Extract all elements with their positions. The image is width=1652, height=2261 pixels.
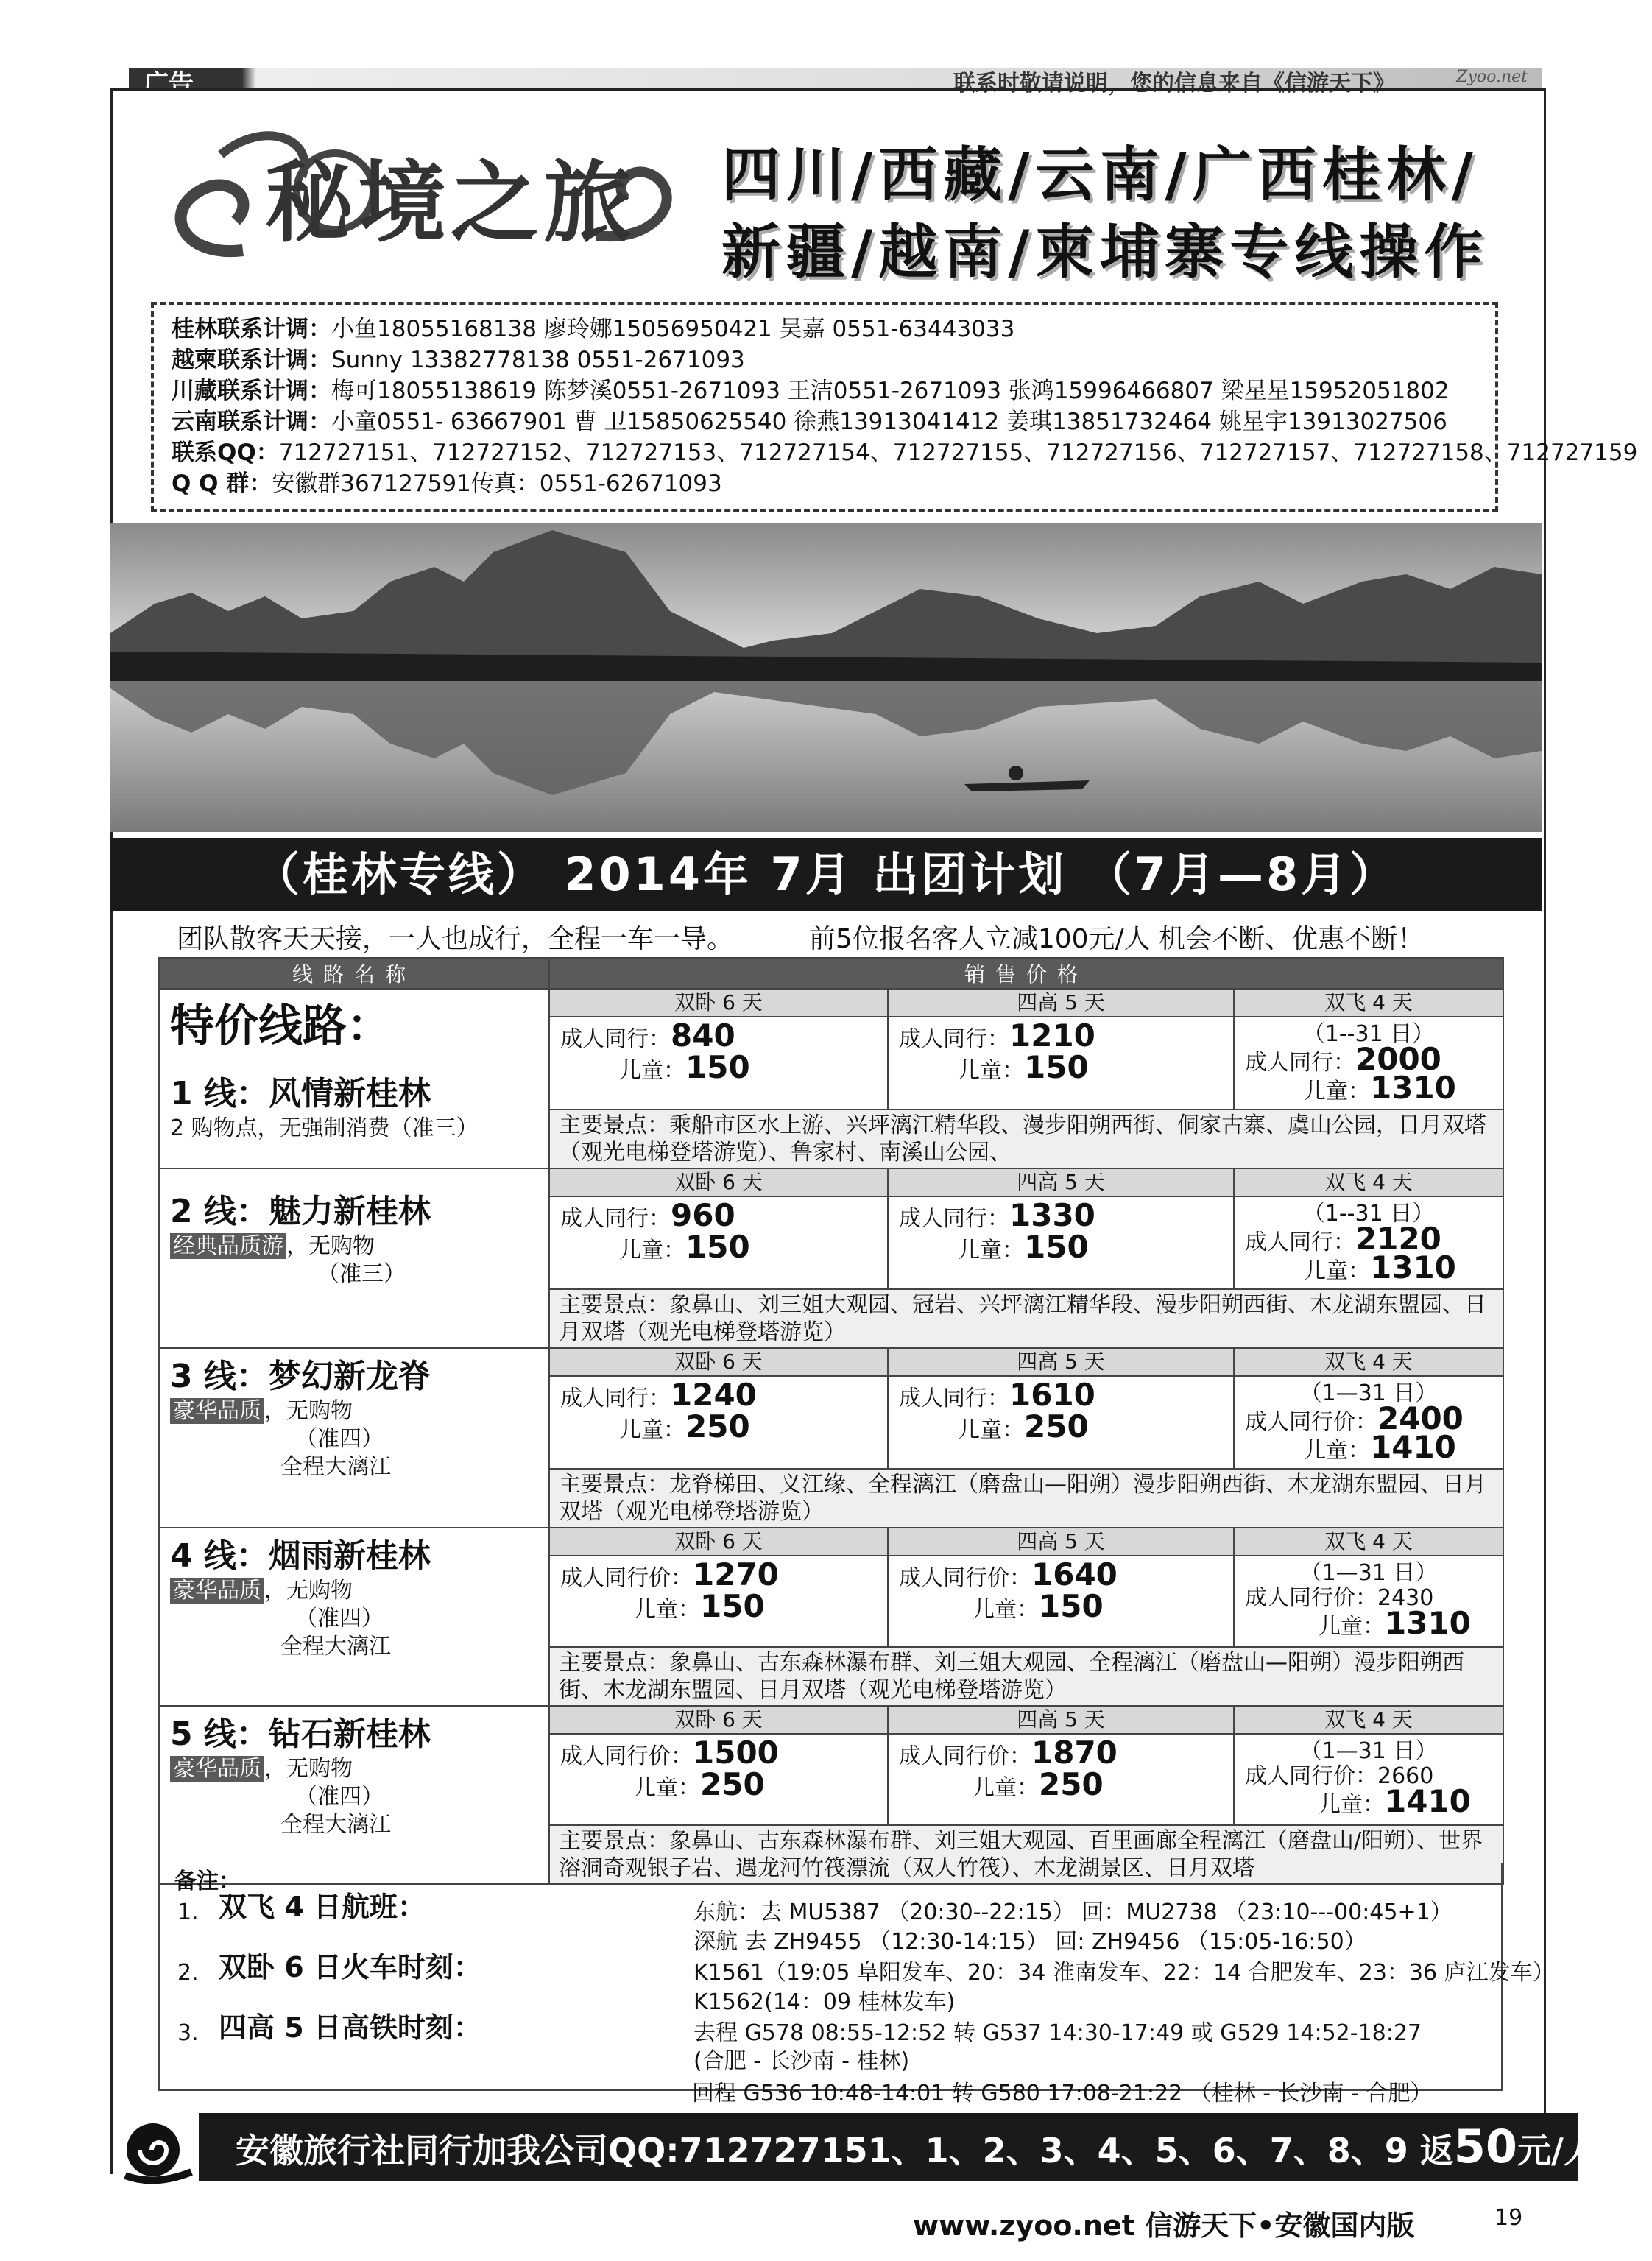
- child-label: 儿童：: [1319, 1614, 1385, 1640]
- adult-price: 1870: [1031, 1735, 1118, 1771]
- route-2-name-cell: [159, 1168, 549, 1348]
- route-grade: （准四）: [295, 1426, 384, 1452]
- price-head: 双飞 4 天: [1234, 1348, 1503, 1376]
- adult-price: 960: [671, 1197, 735, 1233]
- route-5-name-cell: [159, 1706, 549, 1884]
- headline-line2: 新疆/越南/柬埔寨专线操作: [721, 218, 1489, 286]
- price-head: 四高 5 天: [888, 1706, 1234, 1734]
- child-label: 儿童：: [958, 1238, 1024, 1263]
- price-head: 双卧 6 天: [549, 989, 888, 1017]
- adult-price: 1240: [671, 1377, 757, 1413]
- adult-price: 1270: [693, 1556, 779, 1592]
- price-cell: [888, 1556, 1234, 1647]
- child-price: 150: [1039, 1588, 1104, 1624]
- note-line: K1562(14：09 桂林发车): [693, 1989, 956, 2015]
- price-cell: [549, 1556, 888, 1647]
- contact-label: Q Q 群：: [172, 470, 272, 497]
- child-label: 儿童：: [973, 1775, 1039, 1801]
- landscape-photo: [110, 523, 1542, 832]
- adult-label: 成人同行：: [899, 1206, 1009, 1232]
- footer-site: www.zyoo.net 信游天下•安徽国内版: [913, 2209, 1415, 2242]
- note-label: 四高 5 日高铁时刻：: [219, 2011, 481, 2044]
- route-name: 4 线：烟雨新桂林: [170, 1537, 431, 1575]
- price-cell: [1234, 1734, 1503, 1825]
- promo-line: [177, 918, 1424, 956]
- price-head: 双飞 4 天: [1234, 1528, 1503, 1556]
- note-number: 1.: [177, 1900, 199, 1925]
- logo-text: 秘境之旅: [265, 151, 636, 255]
- price-cell: [888, 1734, 1234, 1825]
- price-cell: [888, 1376, 1234, 1469]
- adult-label: 成人同行价：: [899, 1565, 1031, 1591]
- route-desc: 2 购物点，无强制消费（准三）: [170, 1115, 479, 1141]
- headline: [721, 136, 1524, 291]
- route-highlight: 经典品质游: [170, 1233, 286, 1259]
- price-head: 四高 5 天: [888, 989, 1234, 1017]
- contact-label: 联系QQ：: [172, 440, 279, 466]
- adult-price: 840: [671, 1017, 735, 1054]
- route-name: 1 线：风情新桂林: [170, 1075, 431, 1112]
- price-head: 双飞 4 天: [1234, 989, 1503, 1017]
- child-label: 儿童：: [634, 1597, 700, 1623]
- special-label: 特价线路：: [170, 1001, 391, 1052]
- ad-tag: 广告: [144, 69, 194, 99]
- contact-label: 越柬联系计调：: [172, 347, 331, 373]
- date-range: （1—31 日）: [1299, 1380, 1438, 1406]
- adult-label: 成人同行：: [560, 1206, 671, 1232]
- contact-row: [172, 314, 1478, 345]
- adult-price: 2400: [1377, 1400, 1464, 1436]
- adult-label: 成人同行：: [1245, 1050, 1355, 1076]
- price-head: 双飞 4 天: [1234, 1706, 1503, 1734]
- top-strip: [129, 68, 1542, 99]
- child-label: 儿童：: [958, 1058, 1024, 1084]
- note-line: 东航：去 MU5387 （20:30--22:15） 回：MU2738 （23:10---00:45+1）: [693, 1900, 1452, 1925]
- route-extra: 全程大漓江: [280, 1634, 391, 1659]
- qq-rebate-bar: [199, 2113, 1598, 2181]
- route-name: 5 线：钻石新桂林: [170, 1715, 431, 1753]
- contact-value: 小鱼18055168138 廖玲娜15056950421 吴嘉 0551-63443033: [331, 316, 1015, 342]
- date-range: （1--31 日）: [1302, 1201, 1435, 1227]
- contact-value: Sunny 13382778138 0551-2671093: [331, 347, 745, 373]
- route-spots: 主要景点：象鼻山、刘三姐大观园、冠岩、兴坪漓江精华段、漫步阳朔西街、木龙湖东盟园、日月双塔（观光电梯登塔游览）: [549, 1289, 1503, 1348]
- notes-box: [158, 1863, 1555, 2091]
- route-desc: ，无购物: [286, 1233, 375, 1259]
- contact-box: [151, 302, 1638, 512]
- adult-price: 1640: [1031, 1556, 1118, 1592]
- child-price: 1310: [1370, 1070, 1456, 1106]
- child-price: 250: [1024, 1408, 1089, 1445]
- price-cell: [549, 1734, 888, 1825]
- rebate-text: 安徽旅行社同行加我公司QQ:712727151、1、2、3、4、5、6、7、8、9 返: [236, 2131, 1454, 2170]
- child-price: 150: [1024, 1049, 1089, 1085]
- child-price: 150: [1024, 1229, 1089, 1265]
- route-grade: （准三）: [317, 1261, 406, 1287]
- price-head: 双飞 4 天: [1234, 1168, 1503, 1196]
- contact-value: 小童0551- 63667901 曹 卫15850625540 徐燕13913041412 姜琪13851732464 姚星宇13913027506: [331, 409, 1447, 435]
- adult-price: 1500: [693, 1735, 779, 1771]
- rebate-suffix: 元/人: [1517, 2131, 1598, 2170]
- promo-left: 团队散客天天接，一人也成行，全程一车一导。: [177, 924, 734, 954]
- adult-price: 2430: [1377, 1585, 1434, 1611]
- logo: [155, 110, 699, 280]
- route-extra: 全程大漓江: [280, 1454, 391, 1480]
- route-spots: 主要景点：象鼻山、古东森林瀑布群、刘三姐大观园、全程漓江（磨盘山—阳朔）漫步阳朔西街、木龙湖东盟园、日月双塔（观光电梯登塔游览）: [549, 1647, 1503, 1706]
- child-label: 儿童：: [1304, 1258, 1370, 1284]
- contact-row: [172, 375, 1478, 406]
- child-price: 150: [685, 1049, 750, 1085]
- price-head: 四高 5 天: [888, 1528, 1234, 1556]
- route-spots: 主要景点：象鼻山、古东森林瀑布群、刘三姐大观园、百里画廊全程漓江（磨盘山/阳朔）、世界溶洞奇观银子岩、遇龙河竹筏漂流（双人竹筏）、木龙湖景区、日月双塔: [549, 1825, 1503, 1884]
- note-line: 去程 G578 08:55-12:52 转 G537 14:30-17:49 或 G529 14:52-18:27: [693, 2020, 1422, 2046]
- headline-line1: 四川/西藏/云南/广西桂林/: [721, 141, 1479, 209]
- contact-row: [172, 345, 1478, 375]
- price-head: 四高 5 天: [888, 1348, 1234, 1376]
- child-label: 儿童：: [1319, 1792, 1385, 1818]
- note-number: 3.: [177, 2020, 199, 2046]
- route-grade: （准四）: [295, 1784, 384, 1810]
- date-range: （1—31 日）: [1299, 1560, 1438, 1586]
- note-line: (合肥 - 长沙南 - 桂林): [693, 2048, 910, 2074]
- adult-price: 1210: [1009, 1017, 1095, 1054]
- col-price-header: 销售价格: [549, 958, 1503, 989]
- source-notice: 联系时敬请说明，您的信息来自《信游天下》: [953, 71, 1395, 96]
- contact-row: [172, 406, 1478, 437]
- route-extra: 全程大漓江: [280, 1812, 391, 1838]
- child-price: 1410: [1385, 1783, 1471, 1819]
- route-desc: ，无购物: [264, 1756, 353, 1782]
- route-desc: ，无购物: [264, 1578, 353, 1604]
- adult-price: 2120: [1355, 1221, 1441, 1257]
- snail-logo-icon: [110, 2106, 199, 2188]
- note-line: 回程 G536 10:48-14:01 转 G580 17:08-21:22 （桂林 - 长沙南 - 合肥）: [692, 2081, 1433, 2106]
- contact-label: 云南联系计调：: [172, 409, 331, 435]
- route-name: 2 线：魅力新桂林: [170, 1193, 431, 1230]
- adult-price: 2660: [1377, 1763, 1434, 1789]
- rebate-amount: 50: [1453, 2120, 1518, 2173]
- price-cell: [888, 1196, 1234, 1289]
- date-range: （1—31 日）: [1299, 1738, 1438, 1764]
- child-label: 儿童：: [958, 1417, 1024, 1443]
- title-bar: （桂林专线） 2014年 7月 出团计划 （7月—8月）: [110, 838, 1542, 911]
- price-cell: [549, 1017, 888, 1110]
- adult-label: 成人同行：: [899, 1026, 1009, 1052]
- price-cell: [549, 1376, 888, 1469]
- note-line: K1561（19:05 阜阳发车、20：34 淮南发车、22：14 合肥发车、23：36 庐江发车）: [693, 1960, 1555, 1986]
- adult-label: 成人同行价：: [899, 1743, 1031, 1769]
- contact-value: 712727151、712727152、712727153、712727154、712727155、712727156、712727157、712727158、712727159: [278, 440, 1638, 466]
- adult-price: 1610: [1009, 1377, 1095, 1413]
- price-cell: [1234, 1196, 1503, 1289]
- contact-row: [172, 468, 1478, 499]
- contact-label: 桂林联系计调：: [172, 316, 331, 342]
- price-cell: [1234, 1017, 1503, 1110]
- child-price: 1410: [1370, 1429, 1456, 1465]
- adult-label: 成人同行价：: [1245, 1763, 1377, 1789]
- promo-right: 前5位报名客人立减100元/人 机会不断、优惠不断！: [808, 924, 1425, 954]
- child-label: 儿童：: [1304, 1079, 1370, 1104]
- child-label: 儿童：: [619, 1238, 685, 1263]
- page-number: 19: [1494, 2205, 1523, 2231]
- route-grade: （准四）: [295, 1606, 384, 1632]
- route-highlight: 豪华品质: [170, 1398, 264, 1424]
- adult-label: 成人同行价：: [1245, 1409, 1377, 1435]
- bottom-bar: [110, 2106, 1598, 2188]
- note-number: 2.: [177, 1960, 199, 1986]
- adult-label: 成人同行：: [899, 1386, 1009, 1411]
- route-highlight: 豪华品质: [170, 1756, 264, 1782]
- route-desc: ，无购物: [264, 1398, 353, 1424]
- price-head: 双卧 6 天: [549, 1168, 888, 1196]
- contact-value: 梅可18055138619 陈梦溪0551-2671093 王洁0551-2671093 张鸿15996466807 梁星星15952051802: [331, 378, 1450, 404]
- adult-label: 成人同行：: [560, 1026, 671, 1052]
- adult-price: 1330: [1009, 1197, 1095, 1233]
- adult-label: 成人同行价：: [560, 1743, 693, 1769]
- child-price: 250: [700, 1766, 765, 1802]
- route-3-name-cell: [159, 1348, 549, 1528]
- adult-label: 成人同行价：: [560, 1565, 693, 1591]
- child-label: 儿童：: [619, 1058, 685, 1084]
- contact-row: [172, 437, 1638, 468]
- child-price: 1310: [1370, 1249, 1456, 1285]
- date-range: （1--31 日）: [1302, 1021, 1435, 1047]
- brand-mark: Zyoo.net: [1456, 68, 1528, 86]
- price-cell: [888, 1017, 1234, 1110]
- contact-label: 川藏联系计调：: [172, 378, 331, 404]
- notes-title: 备注：: [174, 1869, 241, 1894]
- note-label: 双卧 6 日火车时刻：: [219, 1951, 481, 1983]
- child-label: 儿童：: [619, 1417, 685, 1443]
- route-4-name-cell: [159, 1528, 549, 1706]
- child-price: 250: [685, 1408, 750, 1445]
- col-route-header: 线路名称: [159, 958, 549, 989]
- price-head: 双卧 6 天: [549, 1706, 888, 1734]
- child-price: 1310: [1385, 1605, 1471, 1641]
- child-label: 儿童：: [1304, 1438, 1370, 1464]
- adult-label: 成人同行：: [1245, 1230, 1355, 1255]
- child-price: 150: [700, 1588, 765, 1624]
- child-price: 150: [685, 1229, 750, 1265]
- price-head: 双卧 6 天: [549, 1348, 888, 1376]
- route-spots: 主要景点：乘船市区水上游、兴坪漓江精华段、漫步阳朔西街、侗家古寨、虞山公园，日月双塔（观光电梯登塔游览）、鲁家村、南溪山公园、: [549, 1110, 1503, 1168]
- adult-price: 2000: [1355, 1041, 1441, 1077]
- price-table: [158, 957, 1503, 1885]
- price-cell: [1234, 1556, 1503, 1647]
- route-spots: 主要景点：龙脊梯田、义江缘、全程漓江（磨盘山—阳朔）漫步阳朔西街、木龙湖东盟园、日月双塔（观光电梯登塔游览）: [549, 1469, 1503, 1528]
- child-label: 儿童：: [634, 1775, 700, 1801]
- note-label: 双飞 4 日航班：: [219, 1891, 426, 1923]
- price-head: 双卧 6 天: [549, 1528, 888, 1556]
- child-price: 250: [1039, 1766, 1104, 1802]
- price-cell: [549, 1196, 888, 1289]
- adult-label: 成人同行价：: [1245, 1585, 1377, 1611]
- route-name: 3 线：梦幻新龙脊: [170, 1358, 431, 1395]
- adult-label: 成人同行：: [560, 1386, 671, 1411]
- price-head: 四高 5 天: [888, 1168, 1234, 1196]
- route-1-name-cell: [159, 989, 549, 1168]
- contact-value: 安徽群367127591传真：0551-62671093: [272, 470, 722, 497]
- child-label: 儿童：: [973, 1597, 1039, 1623]
- note-line: 深航 去 ZH9455 （12:30-14:15） 回: ZH9456 （15:05-16:50）: [693, 1929, 1366, 1955]
- price-cell: [1234, 1376, 1503, 1469]
- route-highlight: 豪华品质: [170, 1578, 264, 1604]
